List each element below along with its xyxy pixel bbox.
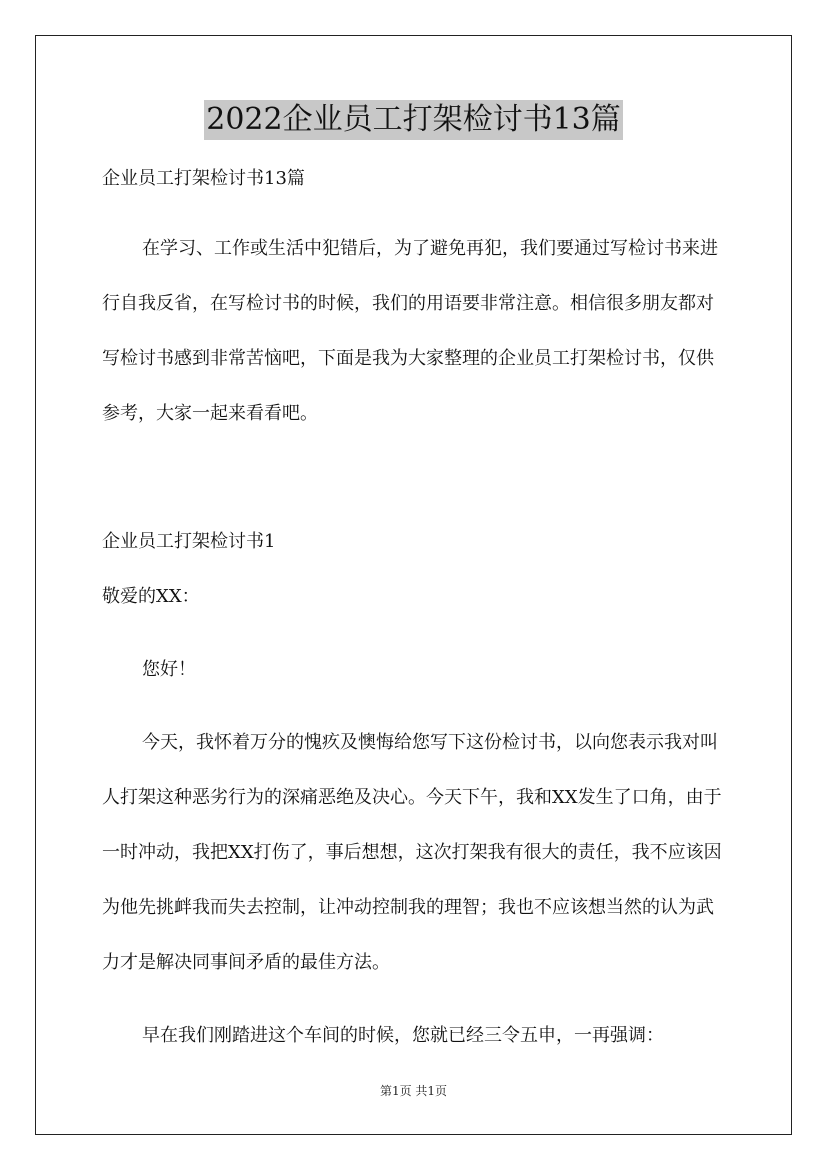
page-footer: 第1页 共1页 [379, 1084, 448, 1098]
greeting: 您好！ [142, 659, 196, 680]
document-body [102, 165, 730, 1081]
paragraph-gap [102, 459, 730, 514]
body-paragraph-2: 早在我们刚踏进这个车间的时候，您就已经三令五申，一再强调： [142, 1025, 664, 1046]
section-title: 企业员工打架检讨书1 [102, 531, 276, 552]
body-paragraph-1: 今天，我怀着万分的愧疚及懊悔给您写下这份检讨书，以向您表示我对叫人打架这种恶劣行为的深痛恶绝及决心。今天下午，我和XX发生了口角，由于一时冲动，我把XX打伤了，事后想想，这次打架我有很大的责任，我不应该因为他先挑衅我而失去控制，让冲动控制我的理智；我也不应该想当然的认为武力才是解决同事间矛盾的最佳方法。 [102, 732, 722, 973]
title-container [0, 100, 827, 140]
document-title: 2022企业员工打架检讨书13篇 [204, 100, 623, 140]
salutation: 敬爱的XX： [102, 586, 200, 607]
intro-paragraph: 在学习、工作或生活中犯错后，为了避免再犯，我们要通过写检讨书来进行自我反省，在写检讨书的时候，我们的用语要非常注意。相信很多朋友都对写检讨书感到非常苦恼吧，下面是我为大家整理的企业员工打架检讨书，仅供参考，大家一起来看看吧。 [102, 238, 718, 424]
document-subtitle: 企业员工打架检讨书13篇 [102, 168, 305, 189]
